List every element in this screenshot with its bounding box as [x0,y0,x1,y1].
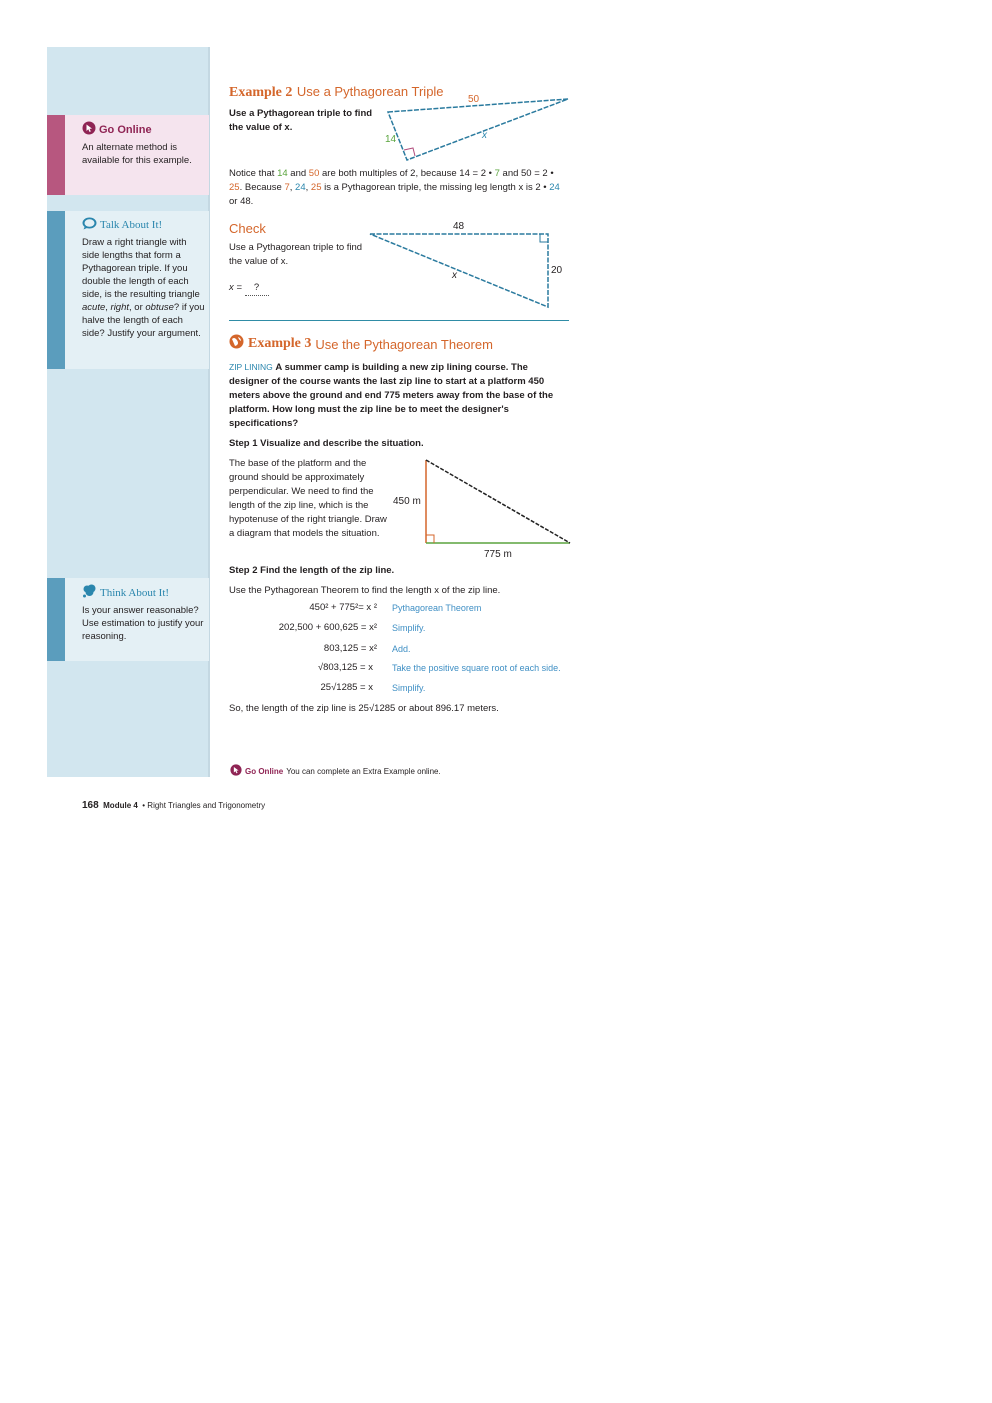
note-accent-bar [47,578,65,661]
example3-title: Use the Pythagorean Theorem [315,336,493,352]
triangle-outline [388,99,568,160]
equation-4: √803,125 = x [317,662,373,673]
go-online-text: An alternate method is available for this example. [82,142,192,166]
globe-icon [229,334,244,354]
expl-50: 50 [308,168,320,179]
example2-prompt: Use a Pythagorean triple to find the value of x. [229,108,373,133]
step1-text: The base of the platform and the ground should be approximately perpendicular. We need to find the length of the zip line, which is the hypotenuse of the right triangle. Draw a diagram that models the situation. [229,458,387,539]
check-title: Check [229,221,266,236]
triangle-outline [370,234,548,307]
word-acute: acute [82,302,106,313]
cursor-icon [82,121,96,139]
triple-25: 25 [310,182,322,193]
equation-2: 202,500 + 600,625 = x² [278,622,377,633]
go-online-label[interactable]: Go Online [99,123,152,136]
thought-bubble-icon [82,584,97,602]
go-online-extra-example[interactable] [230,764,441,778]
equation-1: 450² + 775²= x ² [309,602,377,613]
reason-4: Take the positive square root of each side. [392,663,561,673]
equation-3: 803,125 = x² [323,643,377,654]
module-title: • Right Triangles and Trigonometry [142,801,266,810]
expl-text: and [290,168,307,179]
step1-heading: Step 1 Visualize and describe the situation. [229,438,424,449]
conclusion: So, the length of the zip line is 25√1285 or about 896.17 meters. [229,703,499,714]
expl-text: is a Pythagorean triple, the missing leg length x is 2 • [324,182,547,193]
word-or: or [134,302,143,313]
expl-24: 24 [549,182,560,193]
go-online-footer-label[interactable]: Go Online [245,766,284,776]
section-divider [229,320,569,321]
reason-2: Simplify. [392,623,426,633]
think-about-it-note [47,578,209,661]
example2-triangle-diagram [380,90,580,165]
example3-number: Example 3 [248,336,312,351]
expl-text: are both multiples of 2, because 14 = 2 • [322,168,492,179]
word-right: right [110,302,130,313]
go-online-note[interactable] [47,115,209,195]
problem-text: A summer camp is building a new zip lining course. The designer of the course wants the last zip line to start at a platform 450 meters above the ground and end 775 meters away from the base of the platform. How long must the zip line be to meet the designer's specifications? [229,362,554,429]
talk-text-2: if you halve the length of each side? Justify your argument. [82,302,205,339]
reason-1: Pythagorean Theorem [392,603,482,613]
think-about-it-label: Think About It! [100,586,170,599]
example3-problem [229,360,569,431]
talk-about-it-label: Talk About It! [100,219,163,231]
expl-25: 25 [229,182,240,193]
talk-about-it-text: Draw a right triangle with side lengths that form a Pythagorean triple. If you double the length of each side, is the resulting triangle acute, right, or obtuse? if you halve the length of each side? Justify your argument. [82,237,205,339]
expl-7: 7 [494,168,500,179]
cursor-icon [230,764,242,778]
talk-about-it-note [47,211,209,369]
go-online-footer-text: You can complete an Extra Example online. [286,766,441,776]
zipline-triangle-diagram [390,455,575,563]
example3-heading [229,334,493,354]
example2-explanation: Notice that 14 and 50 are both multiples of 2, because 14 = 2 • 7 and 50 = 2 • 25. Because 7, 24, 25 is a Pythagorean triple, the missing leg length x is 2 • 24 or 48. [229,168,560,207]
expl-text: and 50 = 2 • [502,168,554,179]
example2-number: Example 2 [229,85,293,100]
expl-text: . Because [239,182,282,193]
zipline-line [426,460,570,543]
think-about-it-text: Is your answer reasonable? Use estimation to justify your reasoning. [82,605,204,642]
right-angle-marker [426,535,434,543]
label-right: 20 [551,265,563,276]
step2-heading: Step 2 Find the length of the zip line. [229,565,395,576]
label-hyp: x [452,270,457,281]
note-accent-bar [47,115,65,195]
word-obtuse: obtuse [145,302,174,313]
equation-5: 25√1285 = x [320,682,373,693]
reason-5: Simplify. [392,683,426,693]
check-triangle-diagram [365,218,570,313]
label-hyp: x [482,130,487,141]
topic-label: ZIP LINING [229,362,273,372]
expl-text: Notice that [229,168,275,179]
expl-14: 14 [277,168,288,179]
page-footer [82,795,265,813]
page-number: 168 [82,800,99,811]
triple-7: 7 [284,182,290,193]
label-base: 775 m [484,549,512,560]
step2-text: Use the Pythagorean Theorem to find the length x of the zip line. [229,585,501,596]
speech-bubble-icon [82,217,97,234]
label-top: 48 [453,221,465,232]
example2-title: Use a Pythagorean Triple [296,84,444,99]
answer-input[interactable]: ? [245,281,269,296]
check-prompt: Use a Pythagorean triple to find the value of x. [229,242,363,267]
label-left: 14 [385,134,397,145]
check-answer [229,281,269,296]
label-height: 450 m [393,496,421,507]
talk-text-1: Draw a right triangle with side lengths that form a Pythagorean triple. If you double the length of each side, is the resulting triangle [82,237,200,300]
answer-label: x = [229,282,242,293]
reason-3: Add. [392,644,411,654]
module-label: Module 4 [103,801,138,810]
label-top: 50 [468,94,480,105]
note-accent-bar [47,211,65,369]
right-angle-marker [540,234,548,242]
triple-24: 24 [295,182,306,193]
expl-text: or 48. [229,196,254,207]
